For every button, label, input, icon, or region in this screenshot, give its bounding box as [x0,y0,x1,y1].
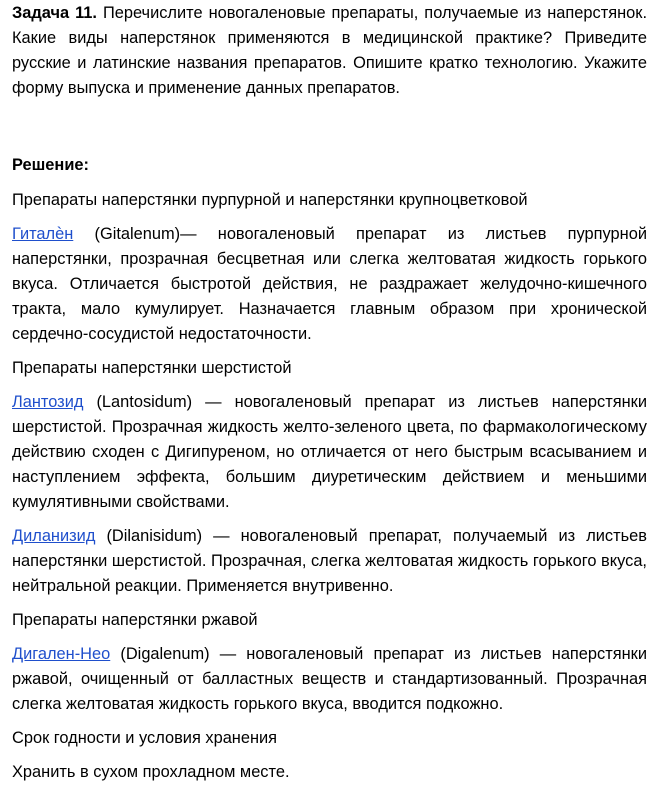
task-text: Перечислите новогаленовые препараты, получаемые из наперстянок. Какие виды наперстянок применяются в медицинской практике? Приведите русские и латинские названия препаратов. Опишите кратко технологию. Укажите форму выпуска и применение данных препаратов. [12,4,648,97]
section-title-purpurea: Препараты наперстянки пурпурной и наперстянки крупноцветковой [12,191,528,209]
drug-description: (Lantosidum) — новогаленовый препарат из листьев наперстянки шерстистой. Прозрачная жидкость желто-зеленого цвета, по фармакологическому действию сходен с Дигипуреном, но отличается от него быстрым всасыванием и наступлением эффекта, большим диуретическим действием и меньшими кумулятивными свойствами. [12,393,647,511]
drug-dilanizid [12,524,647,599]
storage-title: Срок годности и условия хранения [12,729,278,747]
task-label: Задача 11. [12,4,97,22]
drug-description: (Digalenum) — новогаленовый препарат из листьев наперстянки ржавой, очищенный от балластных веществ и стандартизованный. Прозрачная слегка желтоватая жидкость горького вкуса, вводится подкожно. [12,645,647,713]
drug-gitalen [12,222,647,347]
section-title-ferruginea: Препараты наперстянки ржавой [12,611,258,629]
drug-link-digalen-neo[interactable]: Дигален-Нео [12,645,111,663]
section-title-lanata: Препараты наперстянки шерстистой [12,359,292,377]
drug-description: (Gitalenum)— новогаленовый препарат из листьев пурпурной наперстянки, прозрачная бесцветная или слегка желтоватая жидкость горького вкуса. Отличается быстротой действия, не раздражает желудочно-кишечного тракта, мало кумулирует. Назначается главным образом при хронической сердечно-сосудистой недостаточности. [12,225,647,343]
drug-link-gitalen[interactable]: Гиталѐн [12,225,74,243]
drug-link-lantozid[interactable]: Лантозид [12,393,84,411]
storage-text: Хранить в сухом прохладном месте. [12,763,290,781]
drug-description: (Dilanisidum) — новогаленовый препарат, получаемый из листьев наперстянки шерстистой. Прозрачная, слегка желтоватая жидкость горького вкуса, нейтральной реакции. Применяется внутривенно. [12,527,647,595]
drug-lantozid [12,390,647,515]
task-paragraph [12,1,647,101]
drug-digalen-neo [12,642,647,717]
drug-link-dilanizid[interactable]: Диланизид [12,527,96,545]
solution-heading: Решение: [12,156,89,174]
